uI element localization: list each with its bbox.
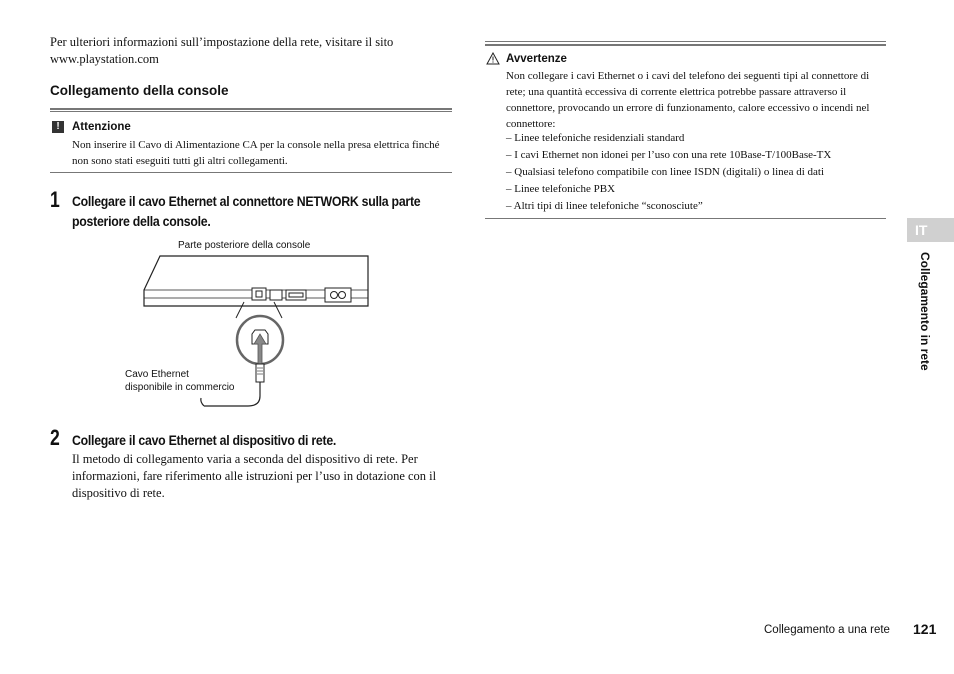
cable-label	[125, 368, 235, 394]
page-number: 121	[913, 621, 937, 637]
language-tab: IT	[907, 218, 954, 242]
step-body: Il metodo di collegamento varia a seconda del dispositivo di rete. Per informazioni, fare riferimento alle istruzioni per l’uso in dotazione con il dispositivo di rete.	[72, 452, 437, 500]
step-number: 2	[50, 425, 60, 450]
cable-label-line2: disponibile in commercio	[125, 382, 235, 393]
caution-text: Non inserire il Cavo di Alimentazione CA per la console nella presa elettrica finché non sono stati eseguiti tutti gli altri collegamenti.	[72, 139, 440, 167]
step-instruction: Collegare il cavo Ethernet al dispositivo di rete.	[72, 432, 337, 448]
list-item: – I cavi Ethernet non idonei per l’uso con una rete 10Base-T/100Base-TX	[506, 149, 832, 161]
warning-title: Avvertenze	[506, 53, 567, 65]
divider	[485, 41, 886, 42]
cable-label-line1: Cavo Ethernet	[125, 369, 189, 380]
caution-title: Attenzione	[72, 121, 131, 133]
divider	[485, 44, 886, 46]
warning-text: Non collegare i cavi Ethernet o i cavi del telefono dei seguenti tipi al connettore di rete; una quantità eccessiva di corrente elettrica potrebbe passare attraverso il connettore, provocando un errore di funzionamento, calore eccessivo o incendi nel connettore:	[506, 70, 870, 130]
divider	[485, 218, 886, 219]
list-item: – Altri tipi di linee telefoniche “sconosciute”	[506, 200, 703, 212]
diagram-caption: Parte posteriore della console	[178, 240, 311, 251]
divider	[50, 108, 452, 112]
list-item: – Linee telefoniche residenziali standard	[506, 132, 685, 144]
list-item: – Qualsiasi telefono compatibile con linee ISDN (digitali) o linea di dati	[506, 166, 825, 178]
list-item: – Linee telefoniche PBX	[506, 183, 616, 195]
side-chapter-title: Collegamento in rete	[918, 252, 932, 371]
step-number: 1	[50, 187, 60, 212]
divider	[50, 172, 452, 173]
exclamation-icon: !	[52, 121, 64, 133]
intro-paragraph: Per ulteriori informazioni sull’impostazione della rete, visitare il sito www.playstation.com	[50, 35, 394, 66]
section-title: Collegamento della console	[50, 83, 229, 98]
warning-triangle-icon	[486, 52, 500, 65]
step-instruction: Collegare il cavo Ethernet al connettore NETWORK sulla parte posteriore della console.	[72, 193, 421, 229]
footer-chapter: Collegamento a una rete	[764, 624, 890, 636]
